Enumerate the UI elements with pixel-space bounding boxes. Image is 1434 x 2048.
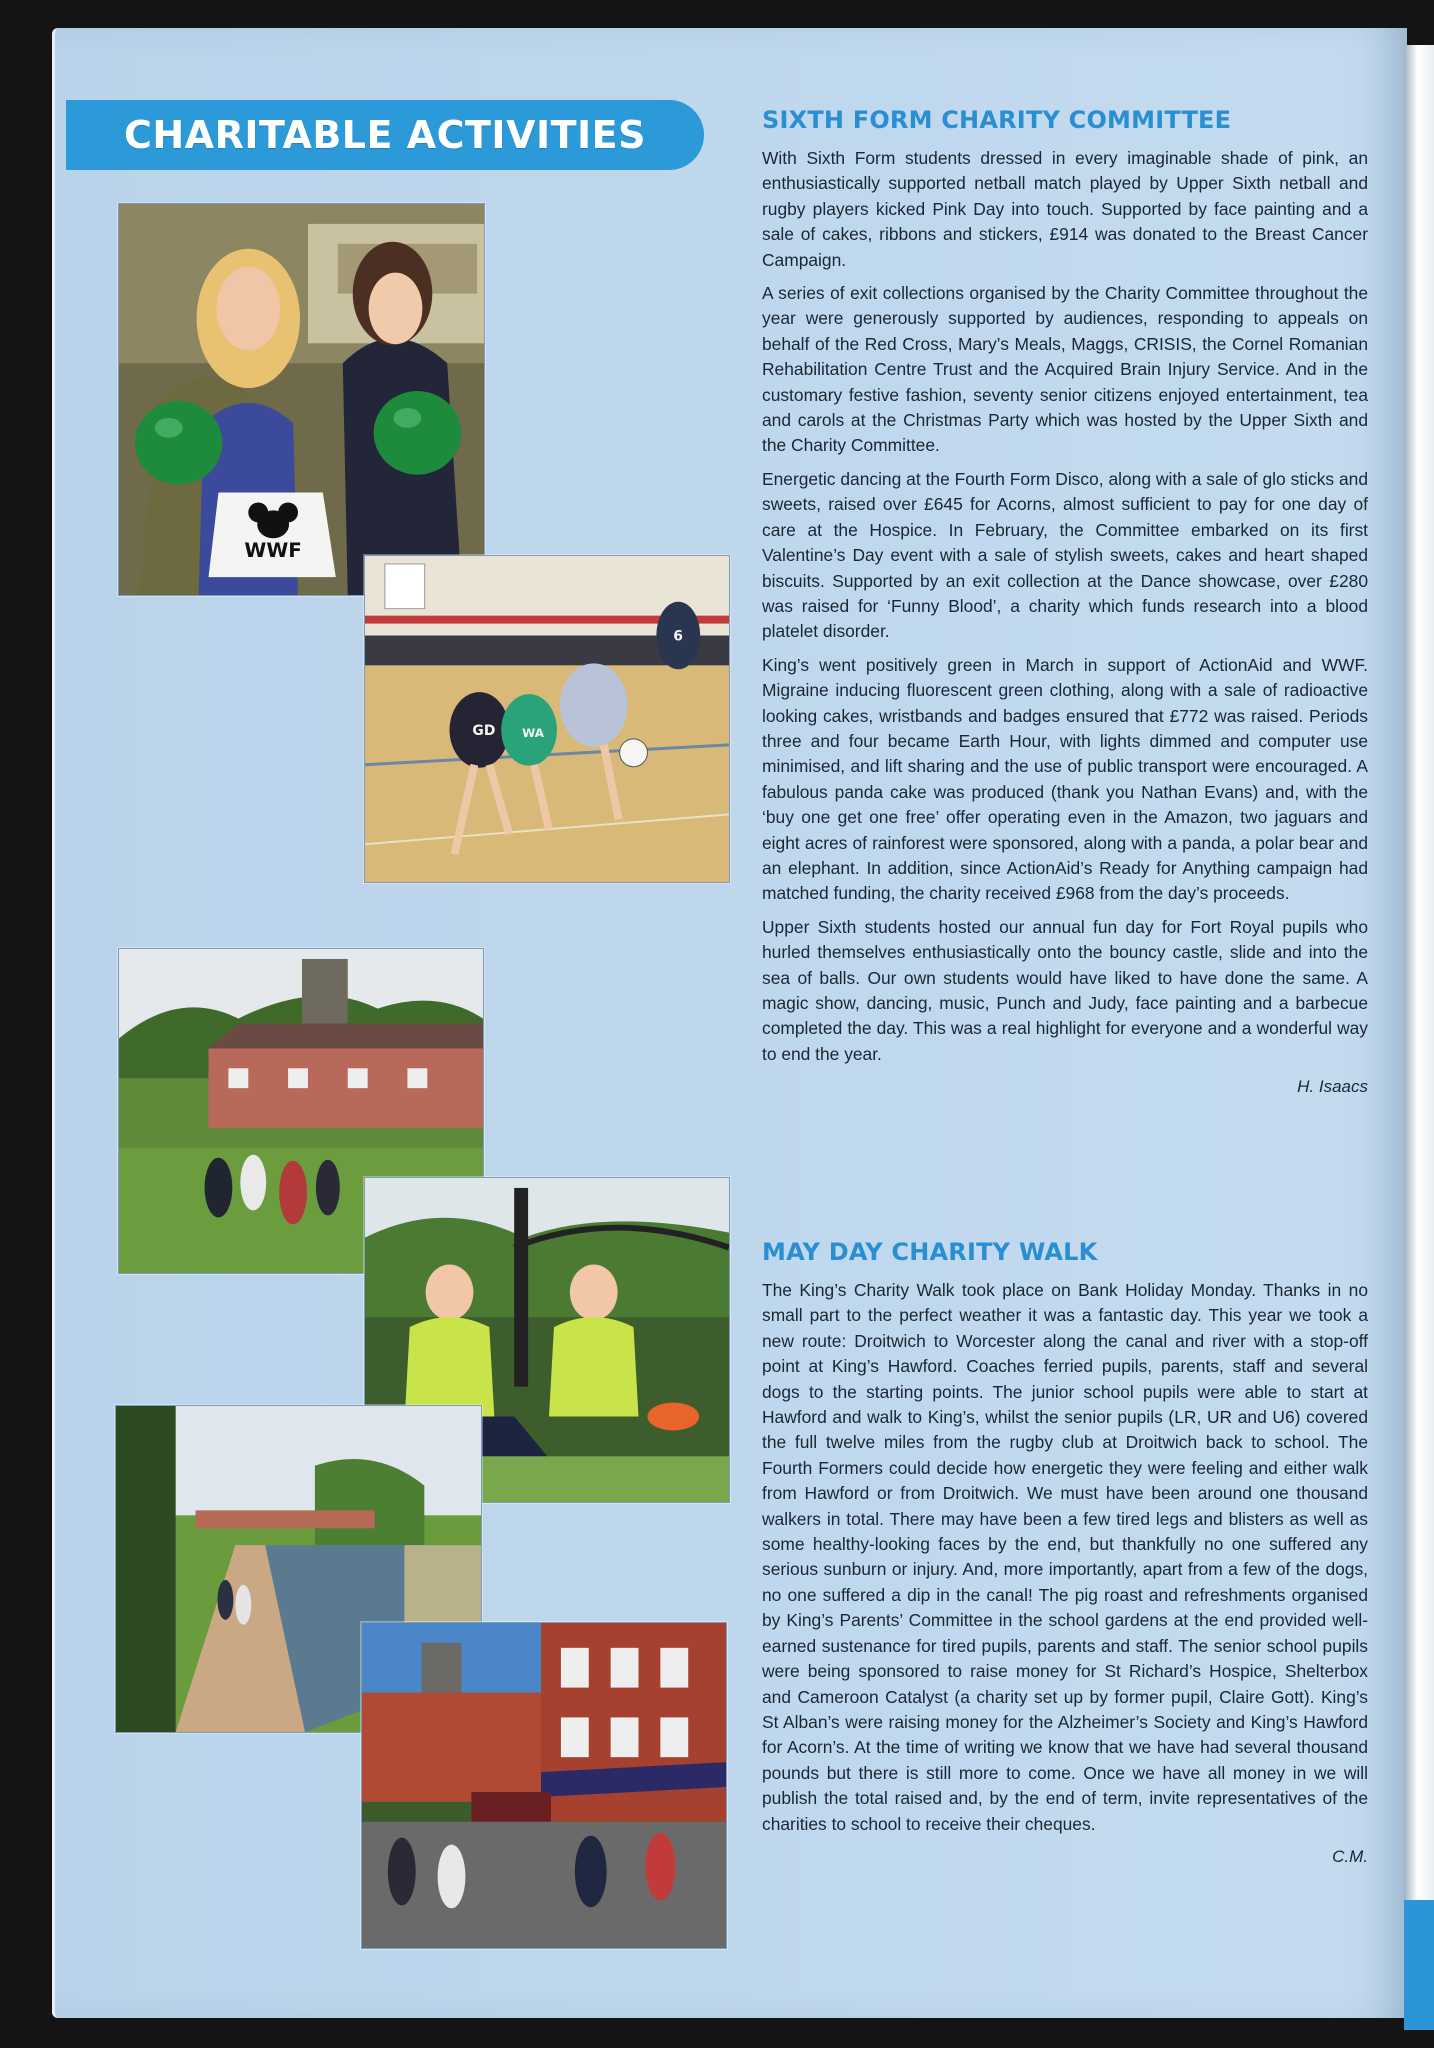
may-day-article [762, 1238, 1368, 1867]
wwf-photo-art [119, 204, 484, 595]
photo-wwf-students [118, 203, 485, 596]
page-edge-tab [1404, 1900, 1434, 2030]
school-photo-art [362, 1623, 726, 1948]
netball-bib-6: 6 [673, 628, 683, 645]
sixth-form-heading: SIXTH FORM CHARITY COMMITTEE [762, 106, 1232, 134]
banner-title: CHARITABLE ACTIVITIES [123, 113, 647, 157]
next-page-edge [1404, 45, 1434, 2020]
sixth-form-paragraph-1: With Sixth Form students dressed in every imaginable shade of pink, an enthusiastically supported netball match played by Upper Sixth netball and rugby players kicked Pink Day into touch. Supported by face painting and a sale of cakes, ribbons and stickers, £914 was donated to the Breast Cancer Campaign. [762, 148, 1368, 270]
may-day-heading: MAY DAY CHARITY WALK [762, 1238, 1098, 1266]
sixth-form-paragraph-4: King’s went positively green in March in support of ActionAid and WWF. Migraine inducing fluorescent green clothing, along with a sale of radioactive looking cakes, wristbands and badges ensured that £772 was raised. Periods three and four became Earth Hour, with lights dimmed and computer use minimised, and lift sharing and the use of public transport were encouraged. A fabulous panda cake was produced (thank you Nathan Evans) and, with the ‘buy one get one free’ offer operating even in the Amazon, two jaguars and eight acres of rainforest were sponsored, along with a panda, a polar bear and an elephant. In addition, since ActionAid’s Ready for Anything campaign had matched funding, the charity received £968 from the day’s proceeds. [762, 654, 1368, 904]
sixth-form-paragraph-2: A series of exit collections organised by the Charity Committee throughout the year were generously supported by audiences, responding to appeals on behalf of the Red Cross, Mary’s Meals, Maggs, CRISIS, the Cornel Romanian Rehabilitation Centre Trust and the Acquired Brain Injury Service. And in the customary festive fashion, seventy senior citizens enjoyed entertainment, tea and carols at the Christmas Party which was hosted by the Upper Sixth and the Charity Committee. [762, 283, 1368, 456]
sixth-form-article [762, 106, 1368, 1097]
netball-photo-art [365, 556, 729, 882]
netball-bib-wa: WA [522, 725, 544, 740]
netball-bib-gd: GD [472, 722, 496, 739]
photo-school-gardens [361, 1622, 727, 1949]
sixth-form-paragraph-3: Energetic dancing at the Fourth Form Disco, along with a sale of glo sticks and sweets, raised over £645 for Acorns, almost sufficient to pay for one day of care at the Hospice. In February, the Committee embarked on its first Valentine’s Day event with a sale of stylish sweets, cakes and heart shaped biscuits. Supported by an exit collection at the Dance showcase, over £280 was raised for ‘Funny Blood’, a charity which funds research into a blood platelet disorder. [762, 468, 1368, 642]
sixth-form-paragraph-5: Upper Sixth students hosted our annual fun day for Fort Royal pupils who hurled themselves enthusiastically onto the bouncy castle, slide and into the sea of balls. Our own students would have liked to have done the same. A magic show, dancing, music, Punch and Judy, face painting and a barbecue completed the day. This was a real highlight for everyone and a wonderful way to end the year. [762, 916, 1368, 1064]
may-day-author: C.M. [1332, 1846, 1368, 1866]
photo-netball-match [364, 555, 730, 883]
sixth-form-author: H. Isaacs [1297, 1077, 1368, 1097]
may-day-paragraph-1: The King’s Charity Walk took place on Bank Holiday Monday. Thanks in no small part to the perfect weather it was a fantastic day. This year we took a new route: Droitwich to Worcester along the canal and river with a stop-off point at King’s Hawford. Coaches ferried pupils, parents, staff and several dogs to the starting points. The junior school pupils were able to start at Hawford and walk to King’s, whilst the senior pupils (LR, UR and U6) covered the full twelve miles from the rugby club at Droitwich back to school. The Fourth Formers could decide how energetic they were feeling and either walk from Hawford or from Droitwich. We must have been around one thousand walkers in total. There may have been a few tired legs and blisters as well as some healthy-looking faces by the end, but thankfully no one suffered any serious sunburn or injury. And, more importantly, apart from a few of the dogs, no one suffered a dip in the canal! The pig roast and refreshments organised by King’s Parents’ Committee in the school gardens at the end provided well-earned sustenance for tired pupils, parents and staff. The senior school pupils were being sponsored to raise money for St Richard’s Hospice, Shelterbox and Cameroon Catalyst (a charity set up by former pupil, Claire Gott). King’s St Alban’s were raising money for the Alzheimer’s Society and King’s Hawford for Acorn’s. At the time of writing we know that we have had several thousand pounds but there is still more to come. Once we have all money in we will publish the total raised and, by the end of term, invite representatives of the charities to school to receive their cheques. [762, 1280, 1368, 1834]
wwf-cake-text: WWF [244, 539, 302, 563]
section-banner [66, 100, 704, 170]
